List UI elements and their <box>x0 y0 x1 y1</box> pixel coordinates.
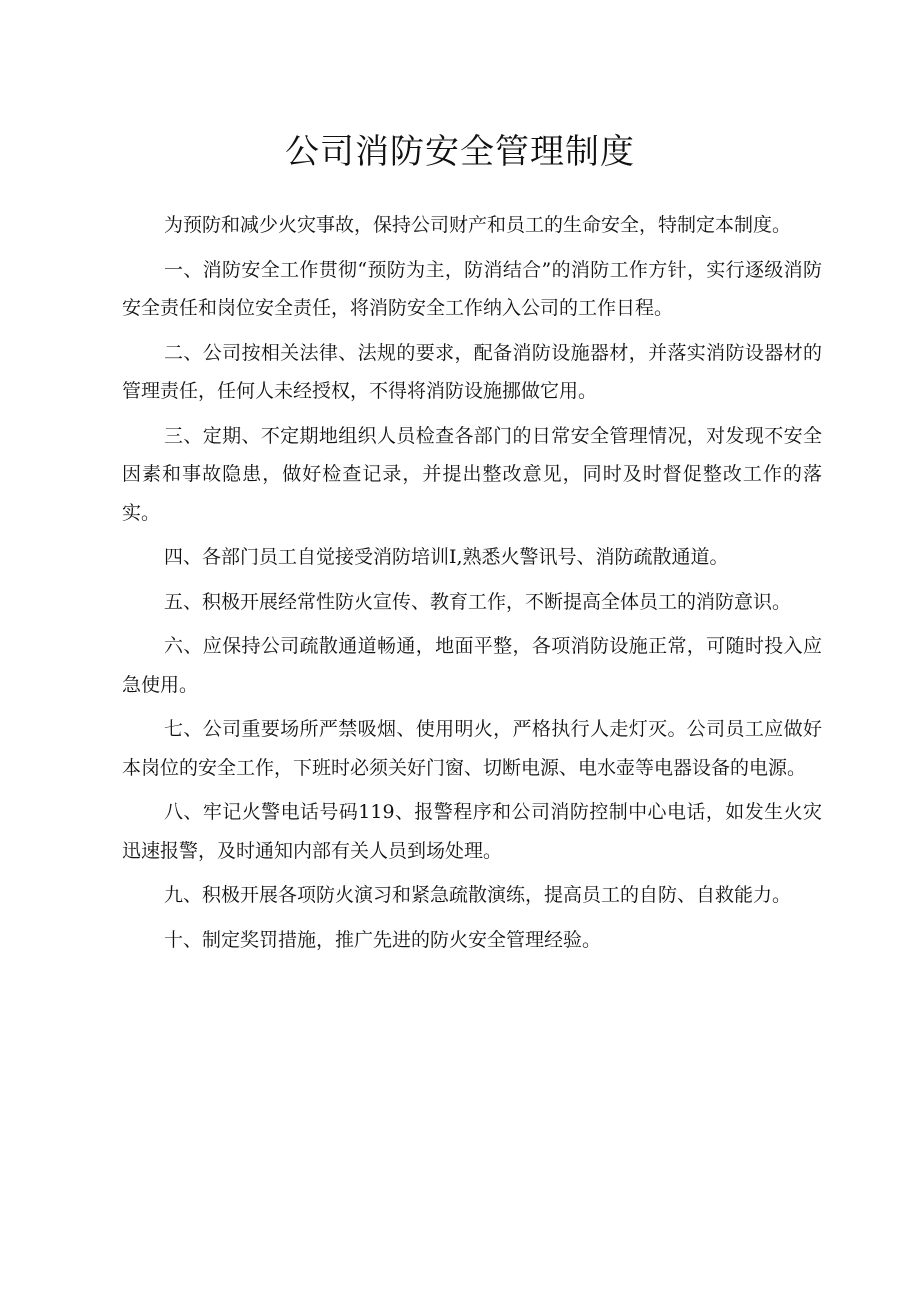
paragraph-intro: 为预防和减少火灾事故，保持公司财产和员工的生命安全，特制定本制度。 <box>164 214 792 236</box>
paragraph-3: 三、定期、不定期地组织人员检查各部门的日常安全管理情况，对发现不安全因素和事故隐患，做好检查记录，并提出整改意见，同时及时督促整改工作的落实。 <box>122 424 822 524</box>
paragraph-10: 十、制定奖罚措施，推广先进的防火安全管理经验。 <box>164 928 602 951</box>
paragraph-6: 六、应保持公司疏散通道畅通，地面平整，各项消防设施正常，可随时投入应急使用。 <box>122 635 822 696</box>
document-title: 公司消防安全管理制度 <box>285 132 635 172</box>
paragraph-4: 四、各部门员工自觉接受消防培训I,熟悉火警讯号、消防疏散通道。 <box>164 546 729 568</box>
paragraph-5: 五、积极开展经常性防火宣传、教育工作，不断提高全体员工的消防意识。 <box>164 590 792 613</box>
paragraph-8: 八、牢记火警电话号码119、报警程序和公司消防控制中心电话，如发生火灾迅速报警，及时通知内部有关人员到场处理。 <box>122 801 822 862</box>
paragraph-2: 二、公司按相关法律、法规的要求，配备消防设施器材，并落实消防设器材的管理责任，任何人未经授权，不得将消防设施挪做它用。 <box>122 341 822 402</box>
paragraph-7: 七、公司重要场所严禁吸烟、使用明火，严格执行人走灯灭。公司员工应做好本岗位的安全工作，下班时必须关好门窗、切断电源、电水壶等电器设备的电源。 <box>122 718 822 779</box>
paragraph-9: 九、积极开展各项防火演习和紧急疏散演练，提高员工的自防、自救能力。 <box>164 884 792 906</box>
document-body <box>122 206 822 965</box>
paragraph-1: 一、消防安全工作贯彻“预防为主，防消结合”的消防工作方针，实行逐级消防安全责任和岗位安全责任，将消防安全工作纳入公司的工作日程。 <box>122 258 822 319</box>
